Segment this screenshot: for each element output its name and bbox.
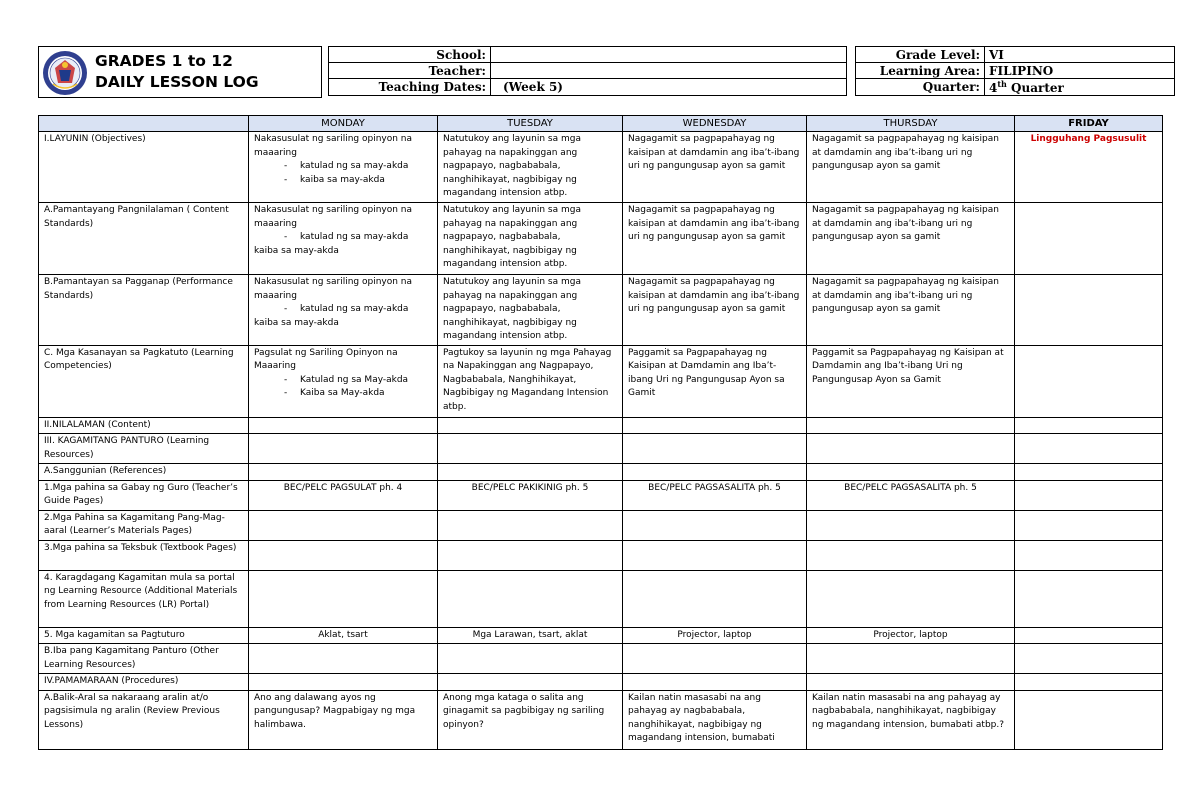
friday-cell[interactable] [1015, 345, 1163, 417]
table-row [39, 690, 1163, 749]
monday-cell[interactable]: Ano ang dalawang ayos ng pangungusap? Magpabigay ng mga halimbawa. [249, 690, 438, 749]
thursday-cell[interactable] [807, 417, 1015, 434]
friday-cell[interactable] [1015, 674, 1163, 691]
wednesday-cell[interactable] [623, 674, 807, 691]
list-item: - Katulad ng sa May-akda [284, 374, 432, 388]
list-item: - katulad ng sa may-akda [284, 303, 432, 317]
quarter-label: Quarter: [856, 79, 985, 96]
thursday-cell[interactable]: Kailan natin masasabi na ang pahayag ay nagbababala, nanghihikayat, nagbibigay ng magandang intension, bumabati atbp.? [807, 690, 1015, 749]
school-field[interactable] [491, 47, 847, 63]
lesson-grid [38, 115, 1163, 750]
tuesday-cell[interactable]: Natutukoy ang layunin sa mga pahayag na napakinggan ang nagpapayo, nagbababala, nanghihikayat, nagbibigay ng magandang intension atbp. [438, 132, 623, 203]
wednesday-cell[interactable] [623, 464, 807, 481]
monday-cell[interactable]: Aklat, tsart [249, 627, 438, 644]
table-row [39, 510, 1163, 540]
cell-text: Nakasusulat ng sariling opinyon na maaaring [254, 277, 413, 301]
thursday-cell[interactable]: Nagagamit sa pagpapahayag ng kaisipan at damdamin ang iba’t-ibang uri ng pangungusap ayon sa gamit [807, 203, 1015, 275]
thursday-cell[interactable] [807, 570, 1015, 627]
table-row [39, 345, 1163, 417]
tuesday-cell[interactable] [438, 464, 623, 481]
table-row [39, 644, 1163, 674]
tuesday-cell[interactable] [438, 417, 623, 434]
day-header-wednesday: WEDNESDAY [623, 116, 807, 132]
table-row [39, 627, 1163, 644]
teaching-dates-field[interactable]: (Week 5) [491, 79, 847, 96]
tuesday-cell[interactable]: Natutukoy ang layunin sa mga pahayag na napakinggan ang nagpapayo, nagbababala, nanghihikayat, nagbibigay ng magandang intension atbp. [438, 275, 623, 346]
wednesday-cell[interactable] [623, 434, 807, 464]
tuesday-cell[interactable] [438, 570, 623, 627]
table-row [39, 674, 1163, 691]
row-label: IV.PAMAMARAAN (Procedures) [39, 674, 249, 691]
header-gap [847, 79, 856, 96]
dash-list [254, 231, 432, 245]
monday-cell[interactable] [249, 674, 438, 691]
wednesday-cell[interactable]: Projector, laptop [623, 627, 807, 644]
tuesday-cell[interactable]: Pagtukoy sa layunin ng mga Pahayag na Napakinggan ang Nagpapayo, Nagbababala, Nanghihikayat, Nagbibigay ng Magandang Intension atbp. [438, 345, 623, 417]
wednesday-cell[interactable] [623, 540, 807, 570]
friday-cell[interactable] [1015, 203, 1163, 275]
teacher-field[interactable] [491, 63, 847, 79]
list-item: - kaiba sa may-akda [284, 174, 432, 188]
wednesday-cell[interactable] [623, 644, 807, 674]
grade-level-field[interactable]: VI [985, 47, 1175, 63]
wednesday-cell[interactable]: Nagagamit sa pagpapahayag ng kaisipan at damdamin ang iba’t-ibang uri ng pangungusap ayon sa gamit [623, 203, 807, 275]
table-row [39, 480, 1163, 510]
cell-text: Nakasusulat ng sariling opinyon na maaaring [254, 205, 413, 229]
day-header-friday: FRIDAY [1015, 116, 1163, 132]
thursday-cell[interactable]: Projector, laptop [807, 627, 1015, 644]
table-row [39, 540, 1163, 570]
dash-list [254, 303, 432, 317]
friday-cell[interactable] [1015, 417, 1163, 434]
friday-cell[interactable] [1015, 480, 1163, 510]
tuesday-cell[interactable] [438, 434, 623, 464]
quarter-suffix: th [997, 79, 1007, 89]
corner-header [39, 116, 249, 132]
thursday-cell[interactable] [807, 540, 1015, 570]
learning-area-field[interactable]: FILIPINO [985, 63, 1175, 79]
day-header-monday: MONDAY [249, 116, 438, 132]
row-label: I.LAYUNIN (Objectives) [39, 132, 249, 203]
friday-cell[interactable] [1015, 540, 1163, 570]
tuesday-cell[interactable]: BEC/PELC PAKIKINIG ph. 5 [438, 480, 623, 510]
thursday-cell[interactable] [807, 510, 1015, 540]
day-header-tuesday: TUESDAY [438, 116, 623, 132]
list-item: - katulad ng sa may-akda [284, 231, 432, 245]
wednesday-cell[interactable]: Paggamit sa Pagpapahayag ng Kaisipan at Damdamin ang Iba’t-ibang Uri ng Pangungusap Ayon sa Gamit [623, 345, 807, 417]
wednesday-cell[interactable]: Nagagamit sa pagpapahayag ng kaisipan at damdamin ang iba’t-ibang uri ng pangungusap ayon sa gamit [623, 275, 807, 346]
wednesday-cell[interactable] [623, 570, 807, 627]
friday-cell[interactable] [1015, 627, 1163, 644]
grade-level-label: Grade Level: [856, 47, 985, 63]
title-line-2: DAILY LESSON LOG [95, 73, 259, 91]
thursday-cell[interactable]: Nagagamit sa pagpapahayag ng kaisipan at damdamin ang iba’t-ibang uri ng pangungusap ayon sa gamit [807, 275, 1015, 346]
row-label: C. Mga Kasanayan sa Pagkatuto (Learning Competencies) [39, 345, 249, 417]
table-row [39, 570, 1163, 627]
wednesday-cell[interactable] [623, 510, 807, 540]
friday-cell[interactable] [1015, 570, 1163, 627]
tuesday-cell[interactable]: Mga Larawan, tsart, aklat [438, 627, 623, 644]
monday-cell[interactable] [249, 417, 438, 434]
friday-cell[interactable] [1015, 690, 1163, 749]
day-header-thursday: THURSDAY [807, 116, 1015, 132]
cell-text: Nakasusulat ng sariling opinyon na maaaring [254, 134, 413, 158]
school-label: School: [329, 47, 491, 63]
friday-cell[interactable] [1015, 644, 1163, 674]
thursday-cell[interactable] [807, 674, 1015, 691]
monday-cell[interactable] [249, 464, 438, 481]
wednesday-cell[interactable]: BEC/PELC PAGSASALITA ph. 5 [623, 480, 807, 510]
monday-cell[interactable] [249, 345, 438, 417]
monday-cell[interactable] [249, 570, 438, 627]
friday-cell-weekly-test[interactable]: Lingguhang Pagsusulit [1015, 132, 1163, 203]
monday-cell[interactable]: BEC/PELC PAGSULAT ph. 4 [249, 480, 438, 510]
row-label: 3.Mga pahina sa Teksbuk (Textbook Pages) [39, 540, 249, 570]
tuesday-cell[interactable] [438, 540, 623, 570]
thursday-cell[interactable] [807, 644, 1015, 674]
tuesday-cell[interactable] [438, 510, 623, 540]
cell-text: kaiba sa may-akda [254, 317, 339, 328]
row-label: 5. Mga kagamitan sa Pagtuturo [39, 627, 249, 644]
quarter-number: 4 [989, 81, 998, 95]
friday-cell[interactable] [1015, 434, 1163, 464]
header-gap [847, 47, 856, 63]
tuesday-cell[interactable] [438, 644, 623, 674]
row-label: 1.Mga pahina sa Gabay ng Guro (Teacher’s Guide Pages) [39, 480, 249, 510]
row-label: A.Pamantayang Pangnilalaman ( Content Standards) [39, 203, 249, 275]
header-gap [847, 63, 856, 79]
row-label: A.Sanggunian (References) [39, 464, 249, 481]
row-label: B.Pamantayan sa Pagganap (Performance Standards) [39, 275, 249, 346]
monday-cell[interactable] [249, 644, 438, 674]
tuesday-cell[interactable]: Anong mga kataga o salita ang ginagamit sa pagbibigay ng sariling opinyon? [438, 690, 623, 749]
thursday-cell[interactable]: Paggamit sa Pagpapahayag ng Kaisipan at Damdamin ang Iba’t-ibang Uri ng Pangungusap Ayon sa Gamit [807, 345, 1015, 417]
dash-list [254, 160, 432, 187]
cell-text: Pagsulat ng Sariling Opinyon na Maaaring [254, 347, 398, 371]
teacher-label: Teacher: [329, 63, 491, 79]
wednesday-cell[interactable]: Nagagamit sa pagpapahayag ng kaisipan at damdamin ang iba’t-ibang uri ng pangungusap ayon sa gamit [623, 132, 807, 203]
monday-cell[interactable] [249, 540, 438, 570]
list-item: - katulad ng sa may-akda [284, 160, 432, 174]
row-label: 4. Karagdagang Kagamitan mula sa portal ng Learning Resource (Additional Materials from Learning Resources (LR) Portal) [39, 570, 249, 627]
list-item: - Kaiba sa May-akda [284, 387, 432, 401]
tuesday-cell[interactable]: Natutukoy ang layunin sa mga pahayag na napakinggan ang nagpapayo, nagbababala, nanghihikayat, nagbibigay ng magandang intension atbp. [438, 203, 623, 275]
friday-cell[interactable] [1015, 464, 1163, 481]
table-row [39, 203, 1163, 275]
header-info-table [328, 46, 1175, 96]
table-row [39, 132, 1163, 203]
wednesday-cell[interactable]: Kailan natin masasabi na ang pahayag ay nagbababala, nanghihikayat, nagbibigay ng magandang intension, bumabati [623, 690, 807, 749]
monday-cell[interactable] [249, 434, 438, 464]
deped-seal-icon [39, 48, 91, 98]
monday-cell[interactable] [249, 203, 438, 275]
quarter-field[interactable] [985, 79, 1175, 96]
teaching-dates-label: Teaching Dates: [329, 79, 491, 96]
monday-cell[interactable] [249, 132, 438, 203]
row-label: A.Balik-Aral sa nakaraang aralin at/o pagsisimula ng aralin (Review Previous Lessons) [39, 690, 249, 749]
title-box [38, 46, 322, 98]
table-row [39, 434, 1163, 464]
table-row [39, 464, 1163, 481]
thursday-cell[interactable] [807, 464, 1015, 481]
monday-cell[interactable] [249, 275, 438, 346]
cell-text: kaiba sa may-akda [254, 245, 339, 256]
dash-list [254, 374, 432, 401]
friday-cell[interactable] [1015, 510, 1163, 540]
table-row [39, 417, 1163, 434]
quarter-word: Quarter [1006, 81, 1064, 95]
monday-cell[interactable] [249, 510, 438, 540]
title-line-1: GRADES 1 to 12 [95, 52, 233, 70]
tuesday-cell[interactable] [438, 674, 623, 691]
thursday-cell[interactable]: Nagagamit sa pagpapahayag ng kaisipan at damdamin ang iba’t-ibang uri ng pangungusap ayon sa gamit [807, 132, 1015, 203]
row-label: 2.Mga Pahina sa Kagamitang Pang-Mag-aaral (Learner’s Materials Pages) [39, 510, 249, 540]
thursday-cell[interactable]: BEC/PELC PAGSASALITA ph. 5 [807, 480, 1015, 510]
row-label: II.NILALAMAN (Content) [39, 417, 249, 434]
table-row [39, 275, 1163, 346]
thursday-cell[interactable] [807, 434, 1015, 464]
friday-cell[interactable] [1015, 275, 1163, 346]
learning-area-label: Learning Area: [856, 63, 985, 79]
wednesday-cell[interactable] [623, 417, 807, 434]
row-label: B.Iba pang Kagamitang Panturo (Other Learning Resources) [39, 644, 249, 674]
row-label: III. KAGAMITANG PANTURO (Learning Resources) [39, 434, 249, 464]
